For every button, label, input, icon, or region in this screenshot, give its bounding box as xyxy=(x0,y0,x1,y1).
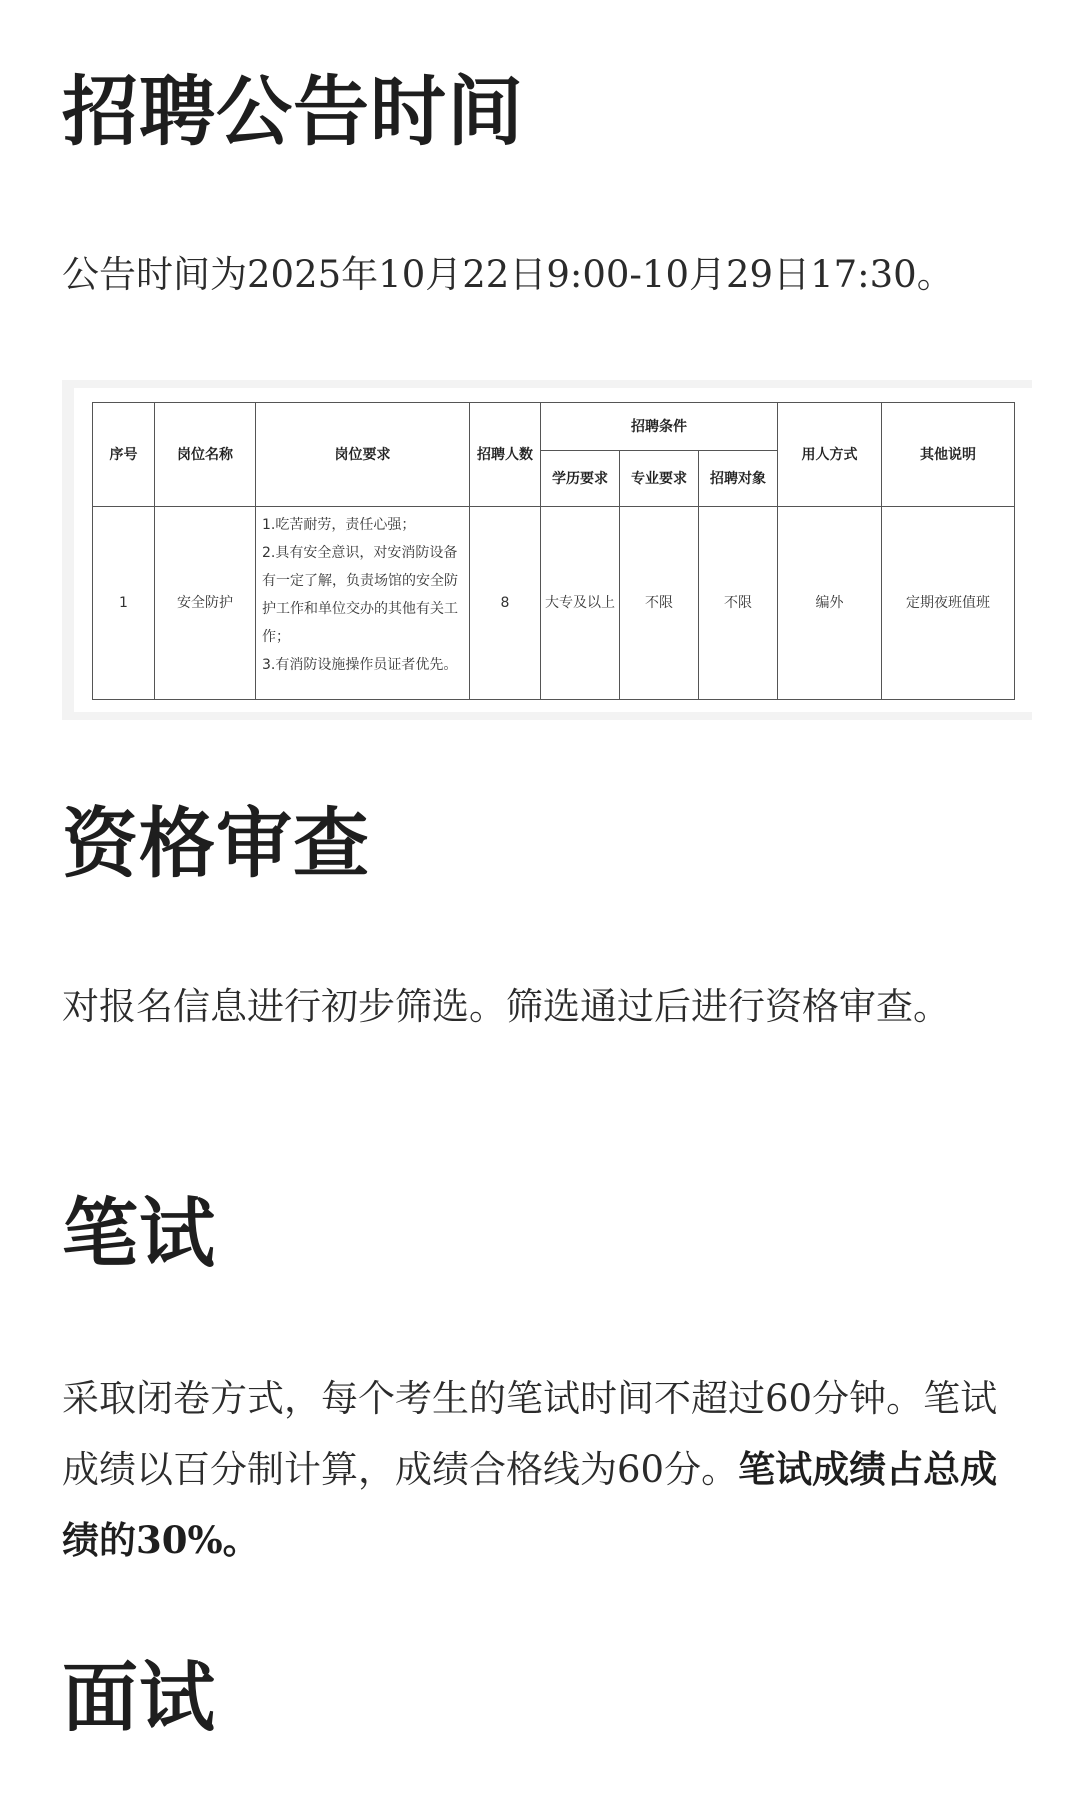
qualification-review-text: 对报名信息进行初步筛选。筛选通过后进行资格审查。 xyxy=(62,985,950,1028)
requirement-2: 2.具有安全意识，对安消防设备有一定了解，负责场馆的安全防护工作和单位交办的其他有关工作； xyxy=(262,545,458,645)
heading-qualification-review: 资格审查 xyxy=(62,799,370,888)
job-table-image xyxy=(62,380,1032,720)
cell-employment: 编外 xyxy=(778,507,882,700)
cell-requirements xyxy=(256,507,470,700)
cell-notes: 定期夜班值班 xyxy=(882,507,1015,700)
header-employment: 用人方式 xyxy=(778,403,882,507)
announcement-time-text: 公告时间为2025年10月22日9:00-10月29日17:30。 xyxy=(62,253,954,296)
header-notes: 其他说明 xyxy=(882,403,1015,507)
header-count: 招聘人数 xyxy=(470,403,541,507)
cell-seq: 1 xyxy=(93,507,155,700)
job-table xyxy=(92,402,1015,700)
table-header-row xyxy=(93,403,1015,451)
cell-count: 8 xyxy=(470,507,541,700)
heading-interview: 面试 xyxy=(62,1653,216,1742)
header-seq: 序号 xyxy=(93,403,155,507)
cell-position: 安全防护 xyxy=(155,507,256,700)
header-requirements: 岗位要求 xyxy=(256,403,470,507)
cell-major: 不限 xyxy=(620,507,699,700)
table-row xyxy=(93,507,1015,700)
written-exam-text xyxy=(62,1364,1022,1576)
job-table-panel xyxy=(74,388,1032,712)
header-education: 学历要求 xyxy=(541,451,620,507)
cell-target: 不限 xyxy=(699,507,778,700)
requirement-3: 3.有消防设施操作员证者优先。 xyxy=(262,657,458,673)
written-exam-text-plain: 采取闭卷方式，每个考生的笔试时间不超过60分钟。笔试成绩以百分制计算，成绩合格线为60分。 xyxy=(62,1377,998,1491)
heading-written-exam: 笔试 xyxy=(62,1189,216,1278)
requirement-1: 1.吃苦耐劳，责任心强； xyxy=(262,517,416,533)
header-position: 岗位名称 xyxy=(155,403,256,507)
written-exam-weight-bold: 笔试成绩占总成绩的30%。 xyxy=(62,1447,998,1562)
header-conditions: 招聘条件 xyxy=(541,403,778,451)
heading-announcement-time: 招聘公告时间 xyxy=(62,67,524,156)
header-target: 招聘对象 xyxy=(699,451,778,507)
header-major: 专业要求 xyxy=(620,451,699,507)
cell-education: 大专及以上 xyxy=(541,507,620,700)
